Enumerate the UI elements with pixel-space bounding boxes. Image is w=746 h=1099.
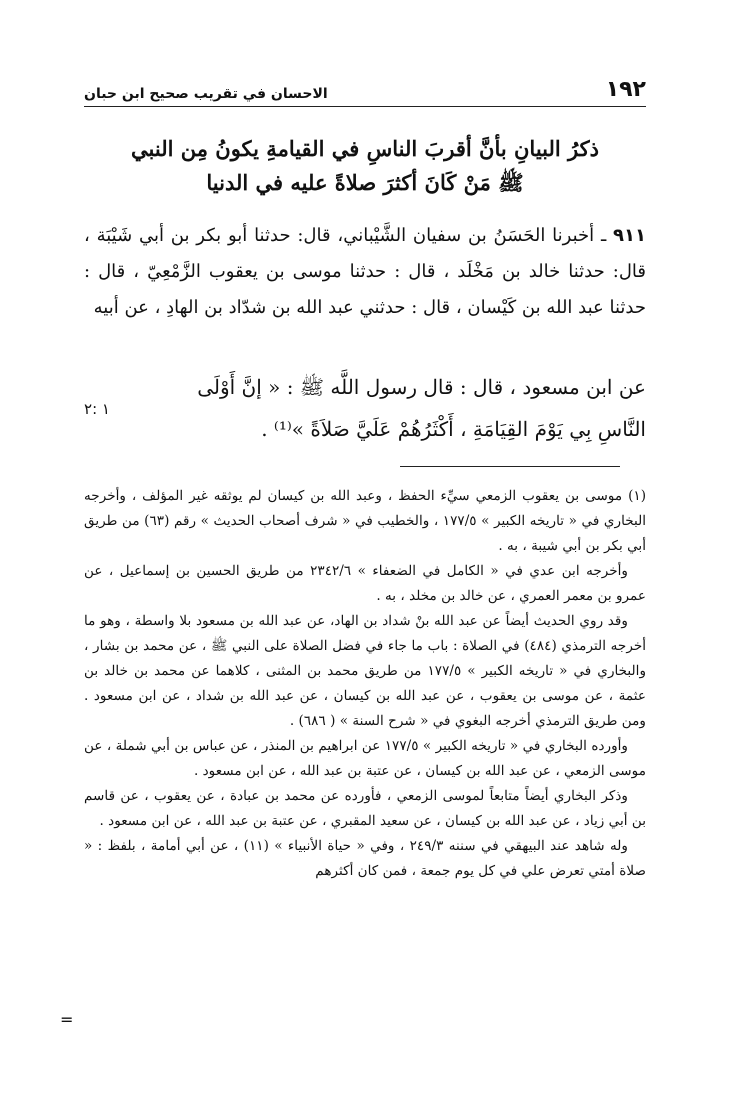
footnote-1: (١) موسى بن يعقوب الزمعي سيِّء الحفظ ، وعبد الله بن كيسان لم يوثقه غير المؤلف ، وأخرجه البخاري في « تاريخه الكبير » ١٧٧/٥ ، والخطيب في « شرف أصحاب الحديث » رقم (٦٣) من طريق أبي بكر بن أبي شيبة ، به .	[84, 488, 647, 554]
chapter-title	[84, 132, 646, 200]
footnotes	[84, 484, 646, 884]
matn-line-2: النَّاسِ بِي يَوْمَ القِيَامَةِ ، أَكْثَرُهُمْ عَلَيَّ صَلاَةً »⁽¹⁾ .	[261, 417, 646, 441]
isnad-paragraph	[84, 218, 646, 326]
continuation-mark: =	[60, 1010, 74, 1029]
hadith-number: ٩١١	[613, 225, 646, 246]
page-header	[84, 70, 646, 107]
running-title: الاحسان في تقريب صحيح ابن حبان	[84, 86, 328, 102]
hadith-matn	[84, 366, 646, 450]
footnote-paragraph-6: وله شاهد عند البيهقي في سننه ٢٤٩/٣ ، وفي « حياة الأنبياء » (١١) ، عن أبي أمامة ، بلفظ : « صلاة أمتي تعرض علي في كل يوم جمعة ، فمن كان أكثرهم	[84, 838, 646, 879]
footnote-paragraph-2: وأخرجه ابن عدي في « الكامل في الضعفاء » ٢٣٤٢/٦ من طريق الحسين بن إسماعيل ، عن عمرو بن معمر العمري ، عن خالد بن مخلد ، به .	[84, 563, 646, 604]
footnote-paragraph-4: وأورده البخاري في « تاريخه الكبير » ١٧٧/٥ عن ابراهيم بن المنذر ، عن عباس بن أبي شملة ، عن موسى الزمعي ، عن عبد الله بن كيسان ، عن عتبة بن عبد الله ، عن ابن مسعود .	[84, 738, 646, 779]
chapter-title-line-2: ﷺ مَنْ كَانَ أكثرَ صلاةً عليه في الدنيا	[206, 170, 524, 195]
page-number: ١٩٢	[605, 77, 646, 102]
chapter-title-line-1: ذكرُ البيانِ بأنَّ أقربَ الناسِ في القيامةِ يكونُ مِن النبي	[131, 136, 599, 161]
isnad-text: ـ أخبرنا الحَسَنُ بن سفيان الشَّيْباني، قال: حدثنا أبو بكر بن أبي شَيْبَة ، قال: حدثنا خالد بن مَخْلَد ، قال : حدثنا موسى بن يعقوب الزَّمْعِيّ ، قال : حدثنا عبد الله بن كَيْسان ، قال : حدثني عبد الله بن شدّاد بن الهادِ ، عن أبيه	[84, 225, 646, 318]
matn-line-1: عن ابن مسعود ، قال : قال رسول اللَّه ﷺ : « إنَّ أَوْلَى	[197, 375, 646, 399]
hadith-isnad	[84, 218, 646, 326]
footnote-paragraph-5: وذكر البخاري أيضاً متابعاً لموسى الزمعي ، فأورده عن محمد بن عبادة ، عن يعقوب ، عن قاسم بن أبي زياد ، عن عبد الله بن كيسان ، عن سعيد المقبري ، عن عتبة بن عبد الله ، عن ابن مسعود .	[84, 788, 646, 829]
margin-reference: ١ :٢	[84, 400, 110, 418]
footnote-separator	[400, 466, 620, 467]
footnote-paragraph-3: وقد روي الحديث أيضاً عن عبد الله بنْ شداد بن الهاد، عن عبد الله بن مسعود بلا واسطة ، وهو ما أخرجه الترمذي (٤٨٤) في الصلاة : باب ما جاء في فضل الصلاة على النبي ﷺ ، عن محمد بن بشار ، والبخاري في « تاريخه الكبير » ١٧٧/٥ من طريق محمد بن المثنى ، كلاهما عن محمد بن خالد بن عثمة ، عن موسى بن يعقوب ، عن عبد الله بن كيسان ، عن عبد الله بن شداد ، عن ابن مسعود . ومن طريق الترمذي أخرجه البغوي في « شرح السنة » ( ٦٨٦) .	[84, 613, 647, 729]
